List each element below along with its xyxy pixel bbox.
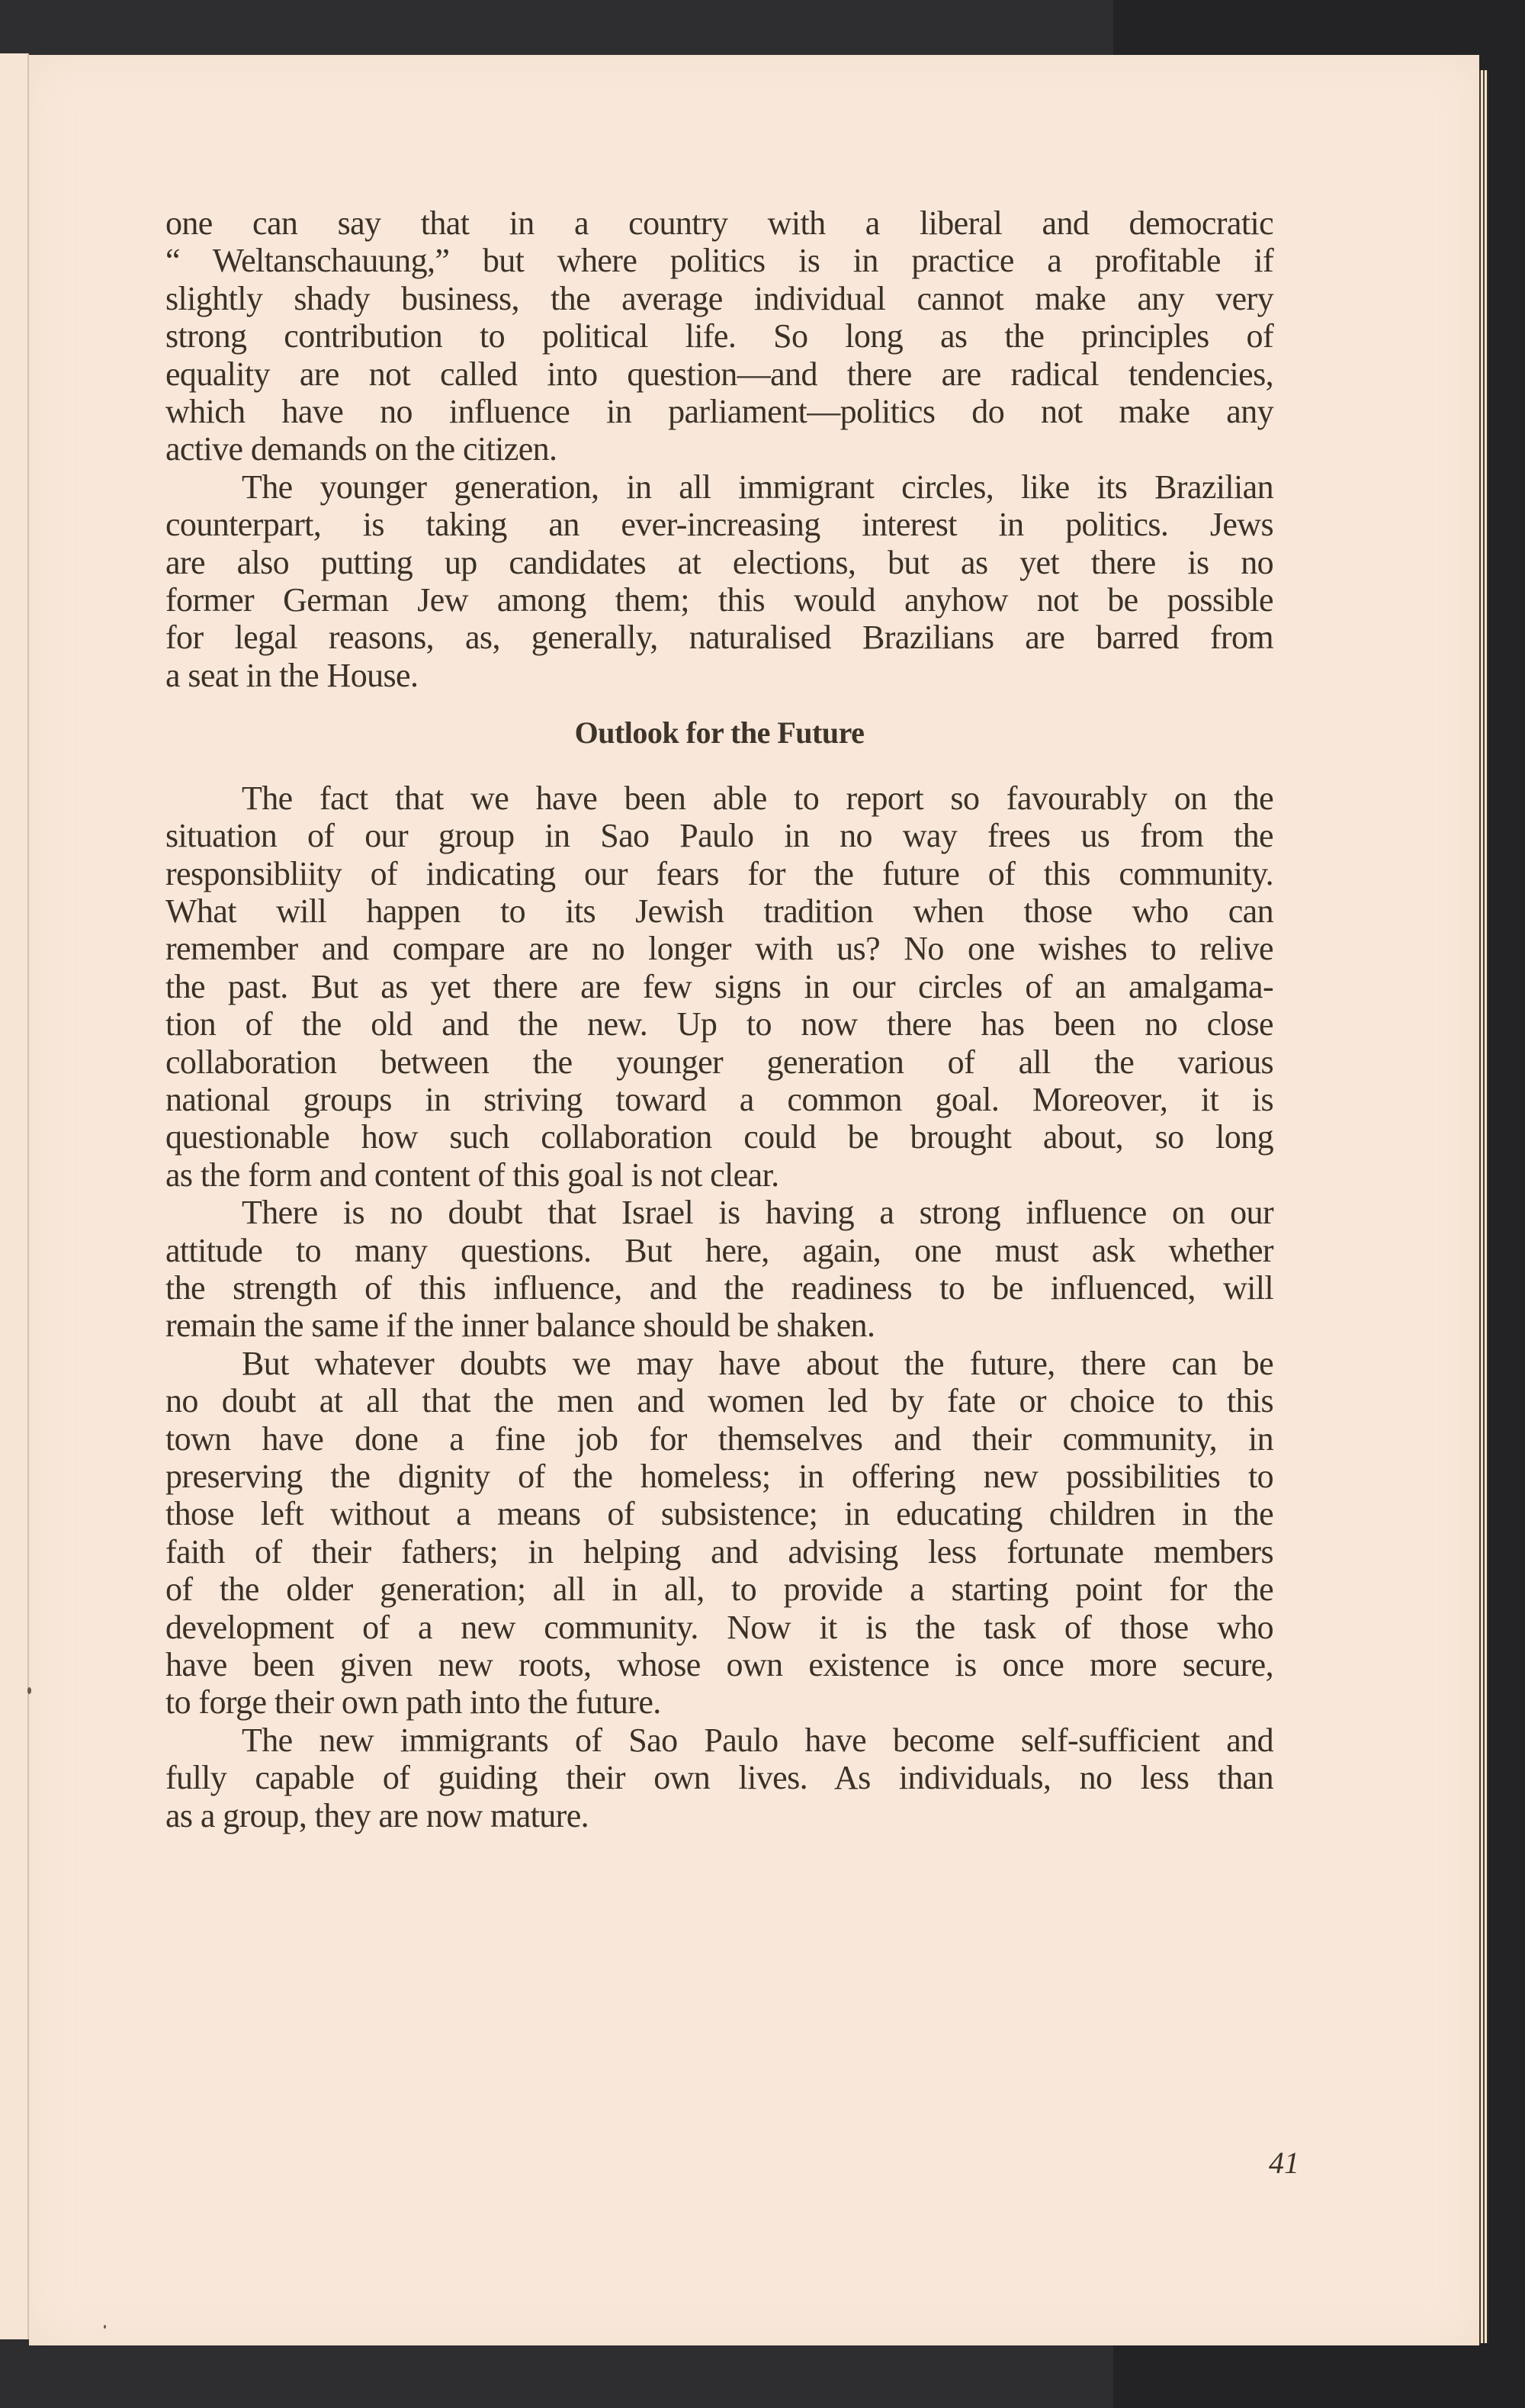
text-line: slightly shady business, the average individual cannot make any very — [165, 279, 1273, 317]
text-line: to forge their own path into the future. — [165, 1683, 661, 1722]
text-line: the past. But as yet there are few signs in our circles of an amalgama- — [165, 967, 1273, 1005]
text-line: attitude to many questions. But here, again, one must ask whether — [165, 1231, 1273, 1269]
text-line: faith of their fathers; in helping and advising less fortunate members — [165, 1532, 1273, 1571]
text-line: fully capable of guiding their own lives. As individuals, no less than — [165, 1759, 1273, 1797]
text-line: a seat in the House. — [165, 656, 419, 694]
text-line: have been given new roots, whose own existence is once more secure, — [165, 1646, 1273, 1684]
paragraph — [165, 1345, 1273, 1722]
text-line: as the form and content of this goal is not clear. — [165, 1156, 779, 1194]
text-line: The younger generation, in all immigrant circles, like its Brazilian — [242, 468, 1273, 506]
paragraph — [165, 1194, 1273, 1345]
text-line: remain the same if the inner balance should be shaken. — [165, 1307, 875, 1345]
page-stack-edges — [1479, 70, 1490, 2343]
paragraph — [165, 1722, 1273, 1834]
text-line: are also putting up candidates at elections, but as yet there is no — [165, 543, 1273, 581]
paragraph — [165, 204, 1273, 468]
section-heading: Outlook for the Future — [574, 715, 865, 751]
text-line: There is no doubt that Israel is having a strong influence on our — [242, 1194, 1273, 1232]
text-line: which have no influence in parliament—politics do not make any — [165, 393, 1273, 431]
text-line: situation of our group in Sao Paulo in no way frees us from the — [165, 817, 1273, 855]
text-line: development of a new community. Now it is the task of those who — [165, 1608, 1273, 1646]
page-body — [165, 204, 1273, 1834]
text-line: preserving the dignity of the homeless; in offering new possibilities to — [165, 1458, 1273, 1495]
text-line: remember and compare are no longer with us? No one wishes to relive — [165, 930, 1273, 968]
text-line: for legal reasons, as, generally, naturalised Brazilians are barred from — [165, 619, 1273, 657]
staple-mark — [27, 1687, 31, 1694]
text-line: one can say that in a country with a liberal and democratic — [165, 204, 1273, 242]
text-line: no doubt at all that the men and women led by fate or choice to this — [165, 1382, 1273, 1420]
text-line: What will happen to its Jewish tradition when those who can — [165, 892, 1273, 930]
text-line: of the older generation; all in all, to provide a starting point for the — [165, 1571, 1273, 1609]
text-line: equality are not called into question—and there are radical tendencies, — [165, 355, 1273, 393]
text-line: strong contribution to political life. So long as the principles of — [165, 317, 1273, 355]
text-line: former German Jew among them; this would anyhow not be possible — [165, 581, 1273, 619]
text-line: those left without a means of subsistence; in educating children in the — [165, 1495, 1273, 1533]
paragraph — [165, 780, 1273, 1194]
text-line: counterpart, is taking an ever-increasing interest in politics. Jews — [165, 506, 1273, 544]
text-line: the strength of this influence, and the readiness to be influenced, will — [165, 1268, 1273, 1307]
text-line: But whatever doubts we may have about the future, there can be — [242, 1344, 1273, 1382]
text-line: The new immigrants of Sao Paulo have become self-sufficient and — [242, 1721, 1273, 1759]
text-line: responsibliity of indicating our fears for the future of this community. — [165, 854, 1273, 892]
text-line: “ Weltanschauung,” but where politics is in practice a profitable if — [165, 242, 1273, 280]
facing-page-edge — [0, 53, 29, 2339]
text-line: questionable how such collaboration could be brought about, so long — [165, 1118, 1273, 1156]
text-line: as a group, they are now mature. — [165, 1796, 589, 1834]
paragraph — [165, 468, 1273, 694]
text-line: national groups in striving toward a common goal. Moreover, it is — [165, 1080, 1273, 1118]
page-number: 41 — [1269, 2146, 1299, 2180]
text-line: The fact that we have been able to report so favourably on the — [242, 779, 1273, 817]
text-line: town have done a fine job for themselves and their community, in — [165, 1419, 1273, 1458]
text-line: tion of the old and the new. Up to now there has been no close — [165, 1005, 1273, 1043]
text-line: active demands on the citizen. — [165, 430, 557, 468]
text-line: collaboration between the younger generation of all the various — [165, 1043, 1273, 1081]
paper-speck — [104, 2325, 106, 2329]
